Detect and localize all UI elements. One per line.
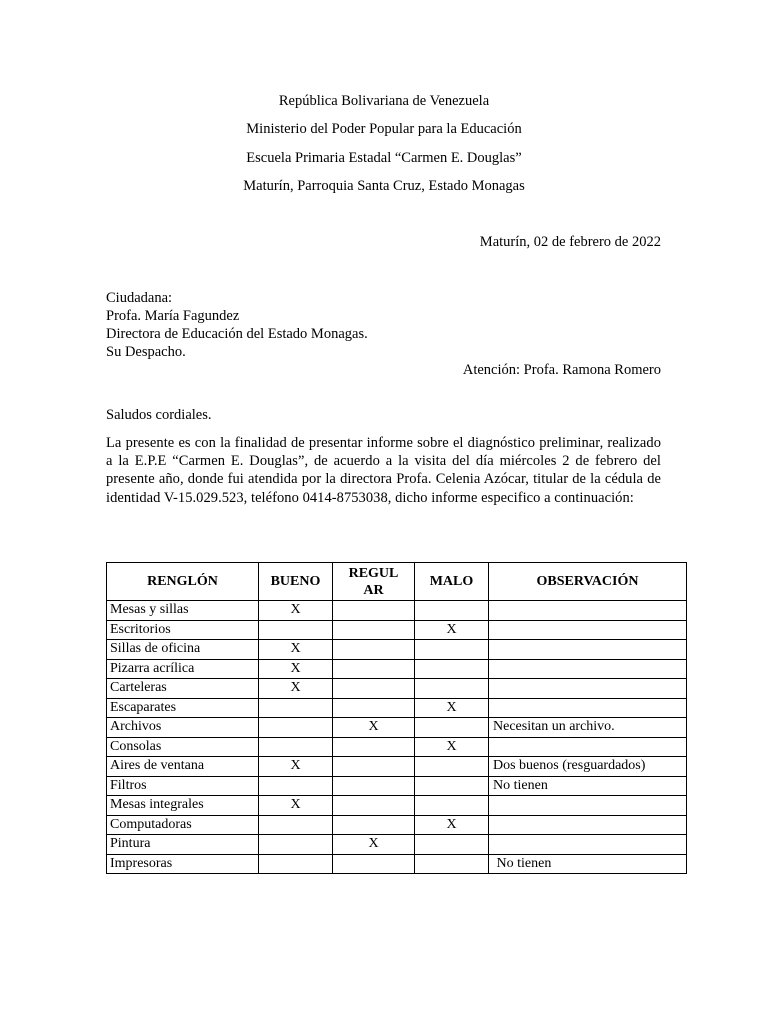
cell-bueno (259, 698, 333, 718)
cell-regular (333, 796, 415, 816)
table-row (107, 737, 687, 757)
header-renglon: RENGLÓN (107, 563, 259, 601)
cell-item: Filtros (107, 776, 259, 796)
cell-item: Pizarra acrílica (107, 659, 259, 679)
cell-malo (415, 854, 489, 874)
cell-regular (333, 698, 415, 718)
table-row (107, 796, 687, 816)
header-observacion: OBSERVACIÓN (489, 563, 687, 601)
cell-observacion: No tienen (489, 854, 687, 874)
cell-regular (333, 737, 415, 757)
table-row (107, 776, 687, 796)
cell-malo (415, 640, 489, 660)
table-row (107, 757, 687, 777)
cell-bueno (259, 776, 333, 796)
attention-line: Atención: Profa. Ramona Romero (462, 362, 661, 378)
cell-regular (333, 854, 415, 874)
cell-malo (415, 679, 489, 699)
cell-item: Impresoras (107, 854, 259, 874)
body-paragraph: La presente es con la finalidad de presentar informe sobre el diagnóstico preliminar, realizado a la E.P.E “Carmen E. Douglas”, de acuerdo a la visita del día miércoles 2 de febrero del presente año, donde fui atendida por la directora Profa. Celenia Azócar, titular de la cédula de identidad V-15.029.523, teléfono 0414-8753038, dicho informe especifico a continuación: (106, 435, 661, 506)
table-row (107, 815, 687, 835)
recipient-name: Profa. María Fagundez (106, 308, 240, 324)
header-malo: MALO (415, 563, 489, 601)
cell-bueno (259, 718, 333, 738)
recipient-title: Directora de Educación del Estado Monagas. (106, 326, 368, 342)
cell-item: Carteleras (107, 679, 259, 699)
cell-malo (415, 835, 489, 855)
cell-malo (415, 601, 489, 621)
cell-item: Consolas (107, 737, 259, 757)
cell-bueno: X (259, 659, 333, 679)
cell-observacion (489, 679, 687, 699)
cell-item: Mesas integrales (107, 796, 259, 816)
recipient-salutation: Ciudadana: (106, 290, 173, 306)
cell-malo: X (415, 815, 489, 835)
cell-regular (333, 815, 415, 835)
cell-malo (415, 757, 489, 777)
cell-regular (333, 776, 415, 796)
cell-malo: X (415, 737, 489, 757)
cell-observacion (489, 796, 687, 816)
cell-regular (333, 620, 415, 640)
cell-malo: X (415, 620, 489, 640)
cell-bueno: X (259, 679, 333, 699)
cell-regular (333, 601, 415, 621)
cell-observacion (489, 659, 687, 679)
table-row (107, 640, 687, 660)
cell-item: Pintura (107, 835, 259, 855)
cell-item: Computadoras (107, 815, 259, 835)
cell-item: Aires de ventana (107, 757, 259, 777)
cell-bueno (259, 854, 333, 874)
cell-bueno: X (259, 640, 333, 660)
cell-malo (415, 718, 489, 738)
cell-bueno: X (259, 601, 333, 621)
letter-date: Maturín, 02 de febrero de 2022 (479, 234, 661, 250)
cell-regular: X (333, 718, 415, 738)
cell-observacion (489, 835, 687, 855)
cell-bueno: X (259, 757, 333, 777)
table-row (107, 620, 687, 640)
table-row (107, 718, 687, 738)
header-location: Maturín, Parroquia Santa Cruz, Estado Monagas (243, 178, 525, 194)
table-row (107, 679, 687, 699)
cell-observacion (489, 640, 687, 660)
cell-malo (415, 796, 489, 816)
cell-observacion: Necesitan un archivo. (489, 718, 687, 738)
table-header-row (107, 563, 687, 601)
cell-regular (333, 679, 415, 699)
cell-observacion: No tienen (489, 776, 687, 796)
inventory-table (106, 562, 687, 874)
cell-item: Escaparates (107, 698, 259, 718)
cell-observacion (489, 698, 687, 718)
cell-regular: X (333, 835, 415, 855)
table-row (107, 659, 687, 679)
header-regular: REGULAR (333, 563, 415, 601)
cell-bueno: X (259, 796, 333, 816)
cell-observacion: Dos buenos (resguardados) (489, 757, 687, 777)
header-republic: República Bolivariana de Venezuela (278, 93, 490, 109)
header-school: Escuela Primaria Estadal “Carmen E. Douglas” (246, 150, 522, 166)
table-row (107, 698, 687, 718)
cell-item: Archivos (107, 718, 259, 738)
cell-observacion (489, 620, 687, 640)
cell-bueno (259, 835, 333, 855)
cell-observacion (489, 601, 687, 621)
cell-malo (415, 776, 489, 796)
cell-regular (333, 757, 415, 777)
recipient-office: Su Despacho. (106, 344, 186, 360)
cell-item: Sillas de oficina (107, 640, 259, 660)
header-ministry: Ministerio del Poder Popular para la Educación (246, 121, 522, 137)
cell-malo (415, 659, 489, 679)
table-row (107, 854, 687, 874)
cell-bueno (259, 815, 333, 835)
cell-item: Mesas y sillas (107, 601, 259, 621)
table-row (107, 601, 687, 621)
greeting: Saludos cordiales. (106, 407, 212, 423)
cell-malo: X (415, 698, 489, 718)
cell-regular (333, 659, 415, 679)
cell-bueno (259, 620, 333, 640)
cell-bueno (259, 737, 333, 757)
header-bueno: BUENO (259, 563, 333, 601)
cell-item: Escritorios (107, 620, 259, 640)
cell-observacion (489, 737, 687, 757)
cell-observacion (489, 815, 687, 835)
cell-regular (333, 640, 415, 660)
table-row (107, 835, 687, 855)
